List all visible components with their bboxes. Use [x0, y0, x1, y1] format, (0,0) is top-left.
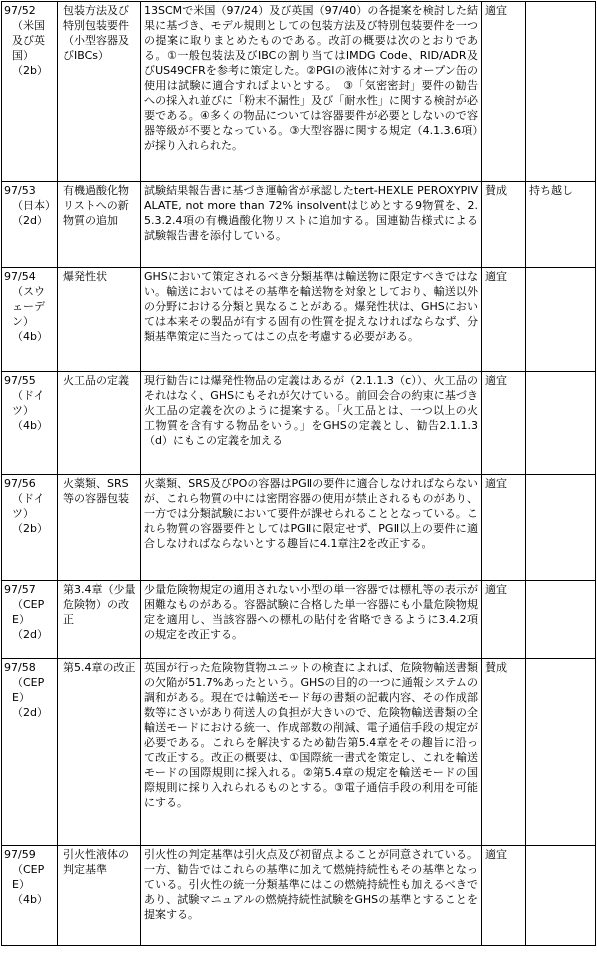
doc-id-cell	[2, 846, 58, 946]
status-cell: 適宜	[482, 268, 526, 372]
description-cell: 英国が行った危険物貨物ユニットの検査によれば、危険物輸送書類の欠陥が51.7%あったという。GHSの目的の一つに通報システムの調和がある。現在では輸送モード毎の書類の記載内容、その作成部数等にさいがあり荷送人の負担が大きいので、危険物輸送書類の全輸送モードにおける統一、作成部数の削減、電子通信手段の規定が必要である。これらを解決するため勧告第5.4章をその趣旨に沿って改正する。改正の概要は、①国際統一書式を策定し、これを輸送モードの国際規則に採入れる。②第5.4章の規定を輸送モードの国際規則に採り入れられるものとする。③電子通信手段の利用を可能にする。	[141, 659, 482, 846]
description-cell: GHSにおいて策定されるべき分類基準は輸送物に限定すべきではない。輸送においてはその基準を輸送物を対象としており、輸送以外の分野における分類と異なることがある。爆発性状は、GHSにおいては本来その製品が有する固有の性質を捉えなければならなず、分類基準策定に当たってはこの点を考慮する必要がある。	[141, 268, 482, 372]
doc-origin: （CEPE）	[12, 863, 45, 891]
note-cell	[526, 475, 596, 581]
note-cell	[526, 581, 596, 659]
proposals-table	[1, 1, 596, 946]
status-cell: 適宜	[482, 475, 526, 581]
table-row	[2, 2, 596, 182]
note-cell	[526, 268, 596, 372]
doc-id-cell	[2, 2, 58, 182]
doc-category: （4b）	[12, 419, 48, 432]
table-row	[2, 182, 596, 268]
status-cell: 適宜	[482, 581, 526, 659]
description-cell: 試験結果報告書に基づき運輸省が承認したtert-HEXLE PEROXYPIVALATE, not more than 72% insolventはじめとする9物質を、2.5.3.2.4項の有機過酸化物リストに追加する。国連勧告様式による試験報告書を添付している。	[141, 182, 482, 268]
doc-category: （4b）	[12, 330, 48, 343]
status-cell: 賛成	[482, 659, 526, 846]
note-cell	[526, 659, 596, 846]
status-cell: 適宜	[482, 372, 526, 475]
doc-number: 97/54	[4, 270, 36, 283]
description-cell: 火薬類、SRS及びPOの容器はPGⅡの要件に適合しなければならないが、これら物質の中には密閉容器の使用が禁止されるものがあり、一方では分類試験において要件が課せられることとなっている。これら物質の容器要件としてはPGⅡに限定せず、PGⅡ以上の要件に適合しなければならないとする趣旨に4.1章注2を改正する。	[141, 475, 482, 581]
description-cell: 少量危険物規定の適用されない小型の単一容器では標札等の表示が困難なものがある。容器試験に合格した単一容器にも小量危険物規定を適用し、当該容器への標札の貼付を省略できるように3.4.2項の規定を改正する。	[141, 581, 482, 659]
doc-origin: （ドイツ）	[12, 492, 45, 520]
table-row	[2, 659, 596, 846]
doc-origin: （米国及び英国）	[12, 19, 45, 62]
table-row	[2, 581, 596, 659]
subject-cell: 第3.4章（少量危険物）の改正	[58, 581, 141, 659]
description-cell: 13SCMで米国（97/24）及び英国（97/40）の各提案を検討した結果に基づき、モデル規則としての包装方法及び特別包装要件を一つの提案に取りまとめたものである。改訂の概要は次のとおりである。①一般包装法及びIBCの割り当てはIMDG Code、RID/ADR及びUS49CFRを参考に策定した。②PGⅠの液体に対するオープン缶の使用は試験に適合すればよいとする。 ③「気密密封」要件の勧告への採入れ並びに「粉末不漏性」及び「耐水性」に関する検討が必要である。④多くの物品については容器要件が必要としないので容器等級が不要となっている。③大型容器に関する規定（4.1.3.6項）が採り入れられた。	[141, 2, 482, 182]
note-cell: 持ち越し	[526, 182, 596, 268]
table-row	[2, 268, 596, 372]
doc-number: 97/59	[4, 848, 36, 861]
doc-number: 97/52	[4, 4, 36, 17]
subject-cell: 有機過酸化物リストへの新物質の追加	[58, 182, 141, 268]
doc-number: 97/57	[4, 583, 36, 596]
doc-id-cell	[2, 182, 58, 268]
subject-cell: 第5.4章の改正	[58, 659, 141, 846]
doc-origin: （日本）	[12, 199, 56, 212]
doc-category: （2b）	[12, 522, 48, 535]
doc-number: 97/55	[4, 374, 36, 387]
doc-origin: （ドイツ）	[12, 389, 45, 417]
doc-origin: （CEPE）	[12, 598, 45, 626]
table-row	[2, 372, 596, 475]
status-cell: 適宜	[482, 846, 526, 946]
doc-id-cell	[2, 659, 58, 846]
doc-category: （4b）	[12, 893, 48, 906]
doc-id-cell	[2, 475, 58, 581]
doc-id-cell	[2, 268, 58, 372]
doc-number: 97/53	[4, 184, 36, 197]
doc-number: 97/58	[4, 661, 36, 674]
status-cell: 適宜	[482, 2, 526, 182]
doc-category: （2d）	[12, 628, 48, 641]
doc-category: （2d）	[12, 214, 48, 227]
doc-id-cell	[2, 372, 58, 475]
subject-cell: 引火性液体の判定基準	[58, 846, 141, 946]
table-row	[2, 846, 596, 946]
doc-origin: （CEPE）	[12, 676, 45, 704]
description-cell: 現行勧告には爆発性物品の定義はあるが（2.1.1.3（c））、火工品のそれはなく、GHSにもそれが欠けている。前回会合の約束に基づき火工品の定義を次のように提案する。「火工品とは、一つ以上の火工物質を含有する物品をいう。」をGHSの定義とし、勧告2.1.1.3（d）にもこの定義を加える	[141, 372, 482, 475]
table-row	[2, 475, 596, 581]
subject-cell: 包装方法及び特別包装要件（小型容器及びIBCs）	[58, 2, 141, 182]
doc-origin: （スウェーデン）	[12, 285, 45, 328]
subject-cell: 火工品の定義	[58, 372, 141, 475]
subject-cell: 火薬類、SRS等の容器包装	[58, 475, 141, 581]
description-cell: 引火性の判定基準は引火点及び初留点よることが同意されている。一方、勧告ではこれらの基準に加えて燃焼持続性もその基準となっている。引火性の統一分類基準にはこの燃焼持続性も加えるべきであり、試験マニュアルの燃焼持続性試験をGHSの基準とすることを提案する。	[141, 846, 482, 946]
doc-category: （2d）	[12, 706, 48, 719]
doc-number: 97/56	[4, 477, 36, 490]
doc-id-cell	[2, 581, 58, 659]
status-cell: 賛成	[482, 182, 526, 268]
subject-cell: 爆発性状	[58, 268, 141, 372]
note-cell	[526, 2, 596, 182]
note-cell	[526, 846, 596, 946]
doc-category: （2b）	[12, 64, 48, 77]
note-cell	[526, 372, 596, 475]
